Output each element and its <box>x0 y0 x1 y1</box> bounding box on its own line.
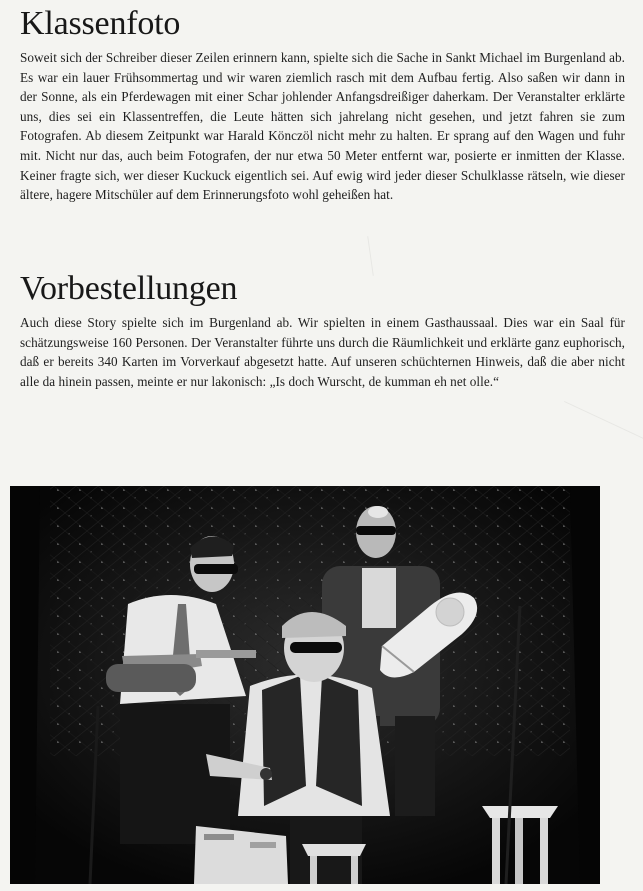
story-vorbestellungen <box>20 271 625 391</box>
band-stage-photo-icon <box>10 486 600 884</box>
scan-crease <box>367 236 374 276</box>
story-title: Klassenfoto <box>20 5 181 42</box>
story-body: Auch diese Story spielte sich im Burgenland ab. Wir spielten in einem Gasthaussaal. Dies war ein Saal für schätzungsweise 160 Personen. Der Veranstalter führte uns durch die Räumlichkeit und erklärte ganz euphorisch, daß er bereits 340 Karten im Vorverkauf abgesetzt hatte. Auf unseren schüchternen Hinweis, daß die aber nicht alle da hinein passen, meinte er nur lakonisch: „Is doch Wurscht, de kumman eh net olle.“ <box>20 315 625 389</box>
story-klassenfoto <box>20 6 625 205</box>
laptop <box>194 826 288 884</box>
stool-right <box>482 806 558 884</box>
band-photo <box>10 486 600 884</box>
story-title: Vorbestellungen <box>20 270 238 307</box>
story-body: Soweit sich der Schreiber dieser Zeilen erinnern kann, spielte sich die Sache in Sankt Michael im Burgenland ab. Es war ein lauer Frühsommertag und wir waren ziemlich rasch mit dem Aufbau fertig. Also saßen wir dann in der Sonne, als ein Pferdewagen mit einer Schar johlender Anfangsdreißiger daherkam. Der Veranstalter erklärte uns, dies sei ein Klassentreffen, die Leute hätten sich jahrelang nicht gesehen, und jetzt fahren sie zum Fotografen. Ab diesem Zeitpunkt war Harald Könczöl nicht mehr zu halten. Er sprang auf den Wagen und fuhr mit. Nicht nur das, auch beim Fotografen, der nur etwa 50 Meter entfernt war, posierte er inmitten der Klasse. Keiner fragte sich, wer dieser Kuckuck eigentlich sei. Auf ewig wird jeder dieser Schulklasse rätseln, wie dieser ältere, hagere Mitschüler auf dem Erinnerungsfoto wohl geheißen hat. <box>20 50 625 203</box>
scan-crease <box>564 401 643 440</box>
